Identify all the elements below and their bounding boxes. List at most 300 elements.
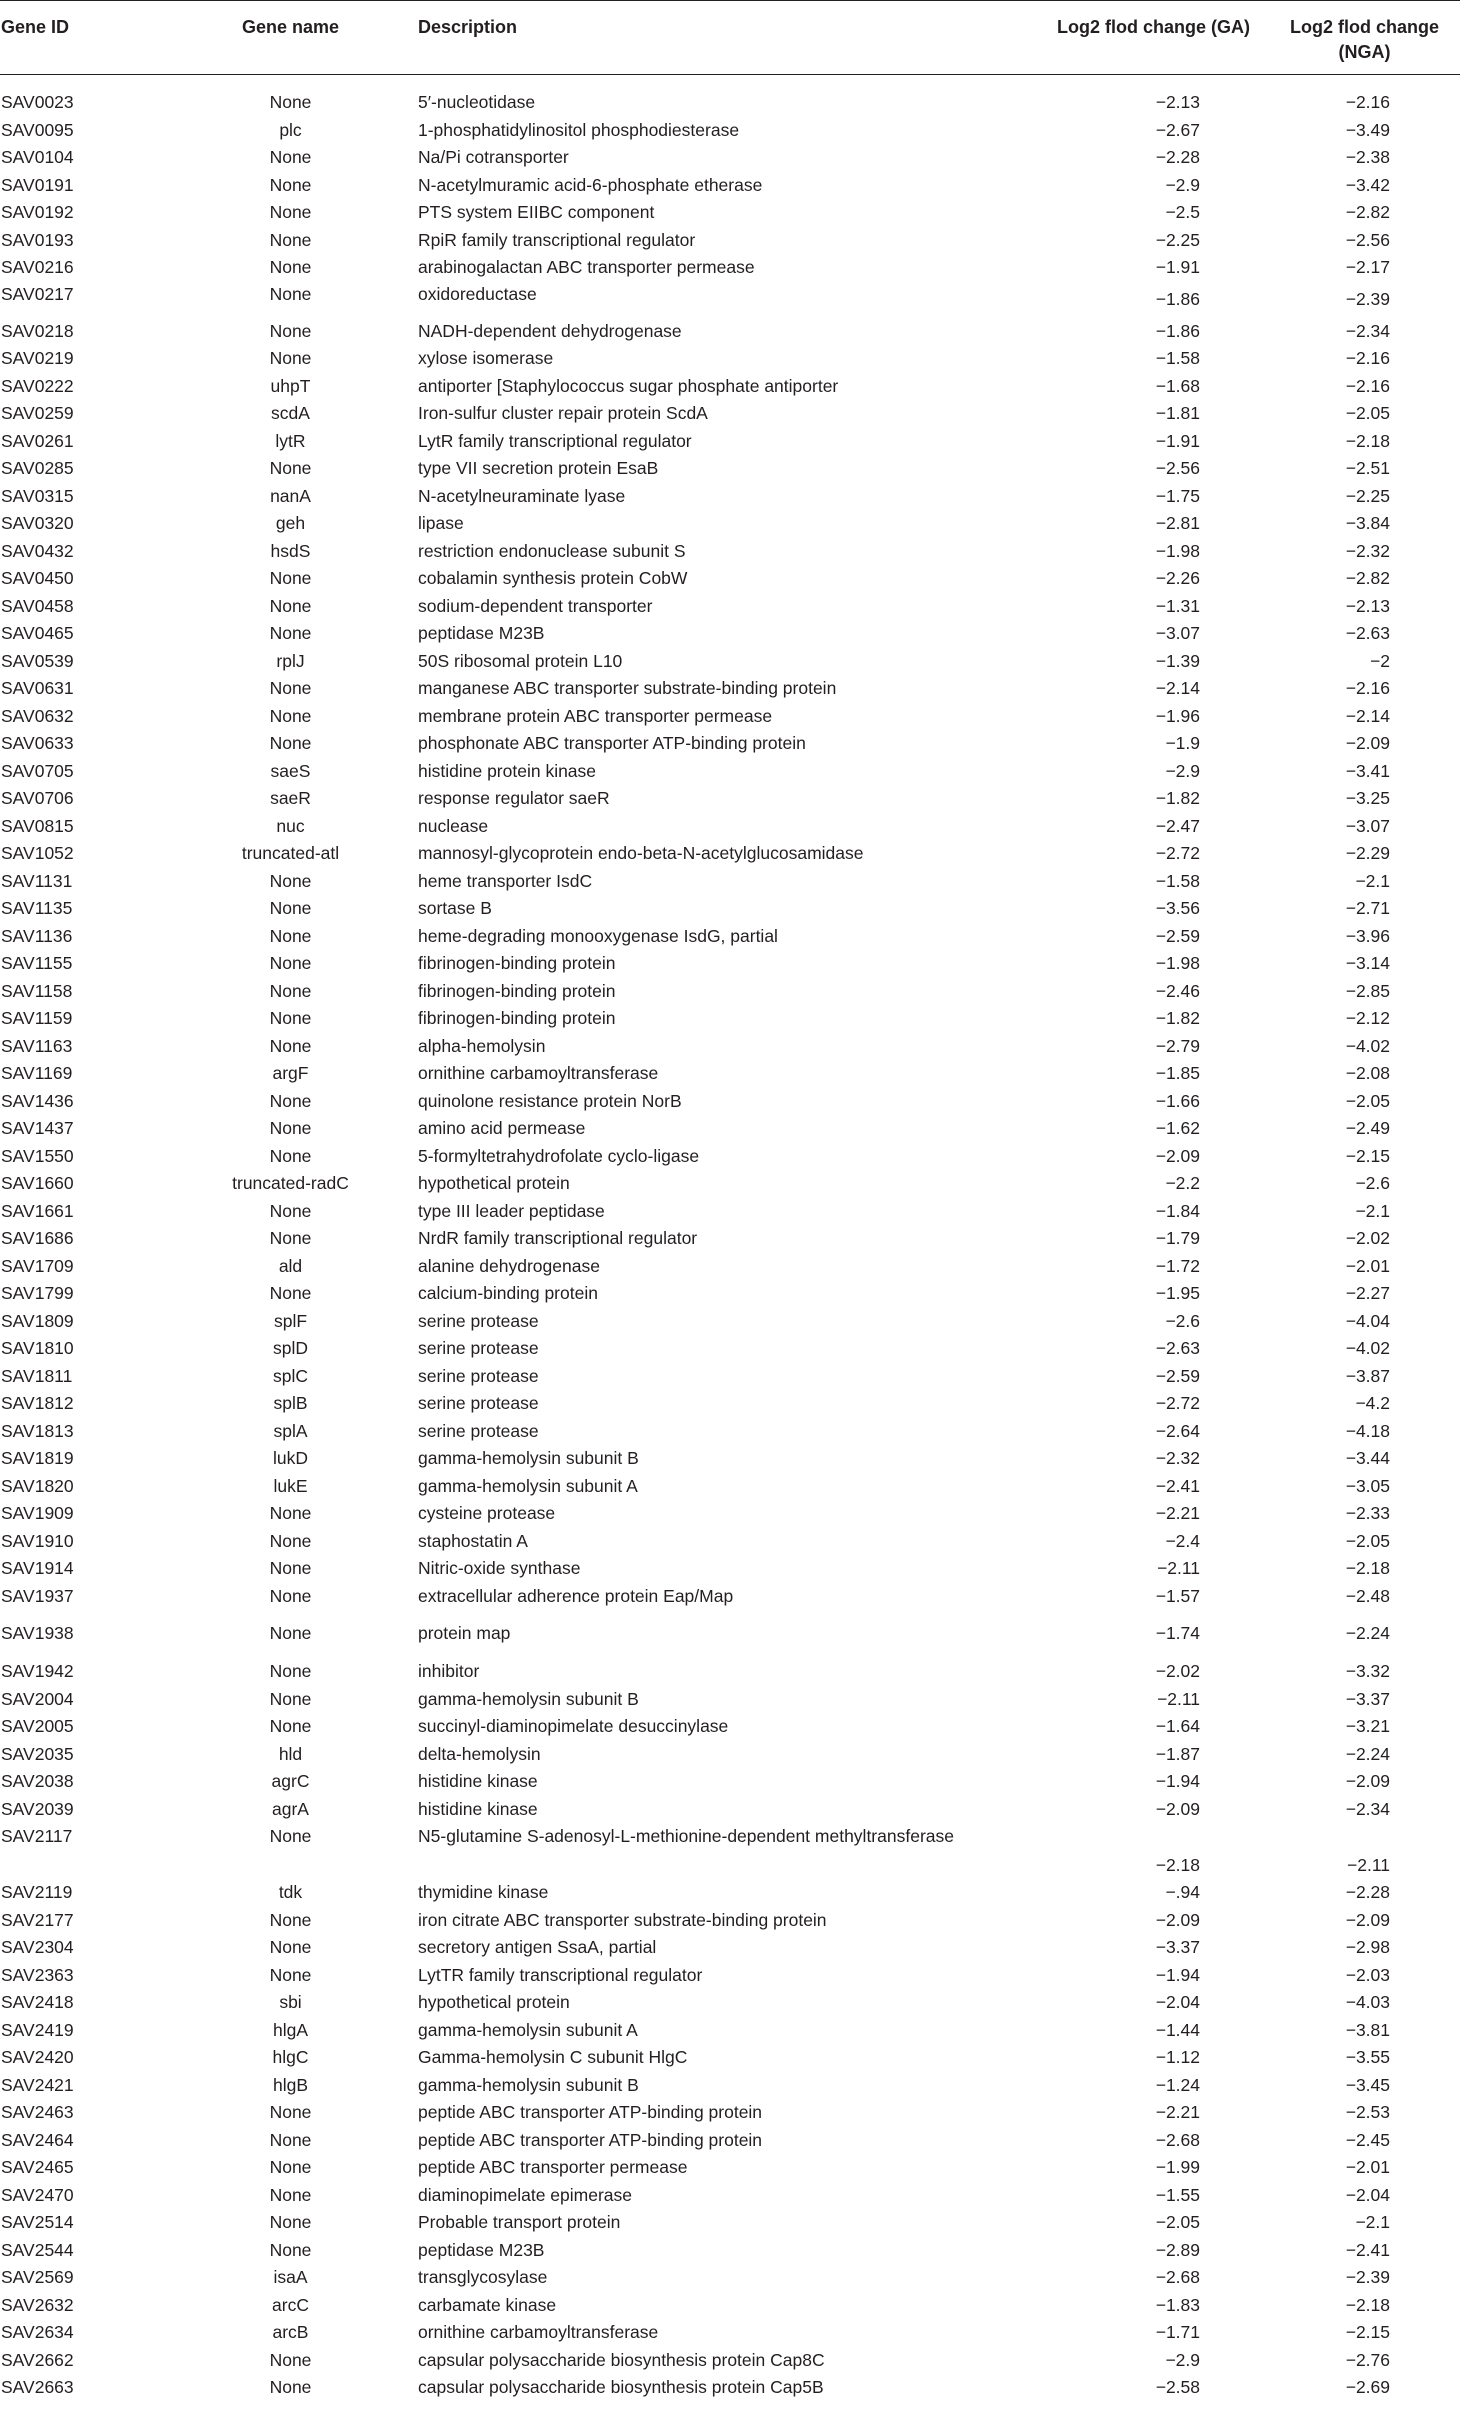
log2-nga-cell: −2.18 bbox=[1345, 430, 1390, 451]
description-cell: serine protease bbox=[418, 1393, 539, 1413]
log2-nga-cell: −2.17 bbox=[1345, 257, 1390, 277]
log2-nga-cell: −2.05 bbox=[1345, 1530, 1390, 1551]
log2-ga-cell: −1.68 bbox=[1155, 375, 1200, 396]
gene-id-cell: SAV1169 bbox=[1, 1063, 73, 1083]
gene-name-cell: agrC bbox=[271, 1771, 310, 1791]
table-row bbox=[0, 2072, 1460, 2100]
log2-nga-cell: −2.01 bbox=[1345, 2157, 1390, 2177]
log2-ga-cell: −2.63 bbox=[1155, 1338, 1200, 1358]
gene-name-cell: ald bbox=[278, 1255, 303, 1276]
gene-name-cell: None bbox=[269, 2184, 312, 2205]
description-cell: fibrinogen-binding protein bbox=[418, 1008, 616, 1028]
log2-ga-cell: −2.25 bbox=[1155, 229, 1200, 250]
gene-name-cell: None bbox=[269, 1035, 312, 1056]
gene-id-cell: SAV1158 bbox=[1, 980, 73, 1001]
description-cell: xylose isomerase bbox=[418, 348, 554, 368]
gene-name-cell: None bbox=[269, 953, 312, 973]
table-row bbox=[0, 510, 1460, 538]
log2-ga-cell: −2.09 bbox=[1155, 1145, 1200, 1166]
log2-ga-cell: −2.14 bbox=[1155, 678, 1200, 698]
gene-id-cell: SAV2662 bbox=[1, 2349, 74, 2370]
gene-name-cell: lukD bbox=[272, 1448, 308, 1468]
gene-name-cell: rplJ bbox=[276, 650, 305, 671]
gene-id-cell: SAV1942 bbox=[1, 1661, 74, 1681]
log2-ga-cell: −1.39 bbox=[1155, 650, 1200, 671]
table-row bbox=[0, 2264, 1460, 2292]
description-cell: alpha-hemolysin bbox=[418, 1035, 546, 1056]
gene-id-cell: SAV1159 bbox=[1, 1008, 73, 1028]
gene-id-cell: SAV1131 bbox=[1, 870, 73, 891]
table-row bbox=[0, 2347, 1460, 2375]
gene-name-cell: arcB bbox=[272, 2322, 309, 2342]
log2-nga-cell: −2.29 bbox=[1345, 843, 1390, 863]
gene-id-cell: SAV1686 bbox=[1, 1228, 74, 1248]
log2-nga-cell: −4.04 bbox=[1345, 1310, 1390, 1331]
description-cell: oxidoreductase bbox=[418, 283, 537, 304]
table-row bbox=[0, 1170, 1460, 1198]
table-row bbox=[0, 1610, 1460, 1658]
gene-id-cell: SAV2544 bbox=[1, 2239, 74, 2260]
log2-ga-cell: −2.09 bbox=[1155, 1909, 1200, 1930]
log2-nga-cell: −3.96 bbox=[1345, 925, 1390, 946]
table-row bbox=[0, 565, 1460, 593]
table-row bbox=[0, 758, 1460, 786]
log2-nga-cell: −2.34 bbox=[1345, 320, 1390, 341]
log2-nga-cell: −2.49 bbox=[1345, 1118, 1390, 1138]
description-cell: phosphonate ABC transporter ATP-binding protein bbox=[418, 733, 806, 753]
log2-ga-cell: −2.64 bbox=[1155, 1420, 1200, 1441]
description-cell: histidine kinase bbox=[418, 1798, 538, 1819]
table-row bbox=[0, 1253, 1460, 1281]
log2-nga-cell: −3.14 bbox=[1345, 953, 1390, 973]
log2-nga-cell: −2.82 bbox=[1345, 568, 1390, 588]
description-cell: thymidine kinase bbox=[418, 1882, 549, 1902]
log2-nga-cell: −2.1 bbox=[1355, 2212, 1390, 2232]
description-cell: response regulator saeR bbox=[418, 788, 610, 808]
table-row bbox=[0, 483, 1460, 511]
log2-nga-cell: −2.08 bbox=[1345, 1063, 1390, 1083]
gene-name-cell: hlgB bbox=[272, 2074, 309, 2095]
description-cell: Na/Pi cotransporter bbox=[418, 147, 569, 167]
gene-id-cell: SAV0222 bbox=[1, 375, 74, 396]
log2-ga-cell: −.94 bbox=[1165, 1882, 1200, 1902]
gene-id-cell: SAV1436 bbox=[1, 1090, 74, 1111]
table-row bbox=[0, 923, 1460, 951]
description-cell: gamma-hemolysin subunit B bbox=[418, 2074, 639, 2095]
gene-name-cell: argF bbox=[272, 1063, 309, 1083]
gene-name-cell: hlgA bbox=[272, 2019, 309, 2040]
table-row bbox=[0, 1143, 1460, 1171]
gene-id-cell: SAV1812 bbox=[1, 1393, 74, 1413]
description-cell: gamma-hemolysin subunit B bbox=[418, 1688, 639, 1709]
log2-ga-cell: −2.05 bbox=[1155, 2212, 1200, 2232]
table-row bbox=[0, 1768, 1460, 1796]
gene-name-cell: splA bbox=[273, 1420, 308, 1441]
gene-name-cell: None bbox=[269, 2157, 312, 2177]
table-row bbox=[0, 1473, 1460, 1501]
log2-nga-cell: −2.16 bbox=[1345, 348, 1390, 368]
gene-id-cell: SAV1819 bbox=[1, 1448, 74, 1468]
log2-nga-cell: −2.14 bbox=[1345, 705, 1390, 726]
log2-ga-cell: −1.24 bbox=[1155, 2074, 1200, 2095]
log2-nga-cell: −2.16 bbox=[1345, 375, 1390, 396]
gene-name-cell: None bbox=[269, 678, 312, 698]
log2-nga-cell: −2.25 bbox=[1345, 485, 1390, 506]
description-cell: NrdR family transcriptional regulator bbox=[418, 1228, 698, 1248]
table-row bbox=[0, 1989, 1460, 2017]
log2-nga-cell: −3.87 bbox=[1345, 1365, 1390, 1386]
log2-nga-cell: −4.18 bbox=[1345, 1420, 1390, 1441]
gene-id-cell: SAV1914 bbox=[1, 1558, 74, 1578]
table-row bbox=[0, 1879, 1460, 1907]
log2-ga-cell: −2.59 bbox=[1155, 925, 1200, 946]
gene-name-cell: None bbox=[269, 1200, 312, 1221]
log2-nga-cell: −2.85 bbox=[1345, 980, 1390, 1001]
gene-id-cell: SAV1811 bbox=[1, 1365, 73, 1386]
log2-ga-cell: −1.66 bbox=[1155, 1090, 1200, 1111]
table-row bbox=[0, 1823, 1460, 1879]
log2-nga-cell: −2.51 bbox=[1345, 458, 1390, 478]
gene-name-cell: None bbox=[269, 870, 312, 891]
log2-nga-cell: −2.38 bbox=[1345, 147, 1390, 167]
log2-nga-cell: −4.02 bbox=[1345, 1035, 1390, 1056]
log2-ga-cell: −2.59 bbox=[1155, 1365, 1200, 1386]
log2-ga-cell: −3.56 bbox=[1155, 898, 1200, 918]
gene-name-cell: None bbox=[269, 705, 312, 726]
log2-ga-cell: −1.72 bbox=[1155, 1255, 1200, 1276]
log2-nga-cell: −2.18 bbox=[1345, 1558, 1390, 1578]
table-row bbox=[0, 373, 1460, 401]
log2-ga-cell: −1.83 bbox=[1155, 2294, 1200, 2315]
gene-id-cell: SAV1909 bbox=[1, 1503, 74, 1523]
gene-id-cell: SAV2420 bbox=[1, 2047, 74, 2067]
description-cell: mannosyl-glycoprotein endo-beta-N-acetylglucosamidase bbox=[418, 843, 864, 863]
table-row bbox=[0, 1390, 1460, 1418]
log2-ga-cell: −1.71 bbox=[1155, 2322, 1200, 2342]
gene-name-cell: None bbox=[269, 283, 312, 304]
log2-ga-cell: −1.85 bbox=[1155, 1063, 1200, 1083]
gene-id-cell: SAV1163 bbox=[1, 1035, 73, 1056]
log2-ga-cell: −1.91 bbox=[1155, 257, 1200, 277]
gene-name-cell: None bbox=[269, 458, 312, 478]
description-cell: gamma-hemolysin subunit A bbox=[418, 2019, 638, 2040]
description-cell: carbamate kinase bbox=[418, 2294, 557, 2315]
gene-name-cell: None bbox=[269, 174, 312, 195]
log2-ga-cell: −1.82 bbox=[1155, 1008, 1200, 1028]
description-cell: serine protease bbox=[418, 1365, 539, 1386]
description-cell: 50S ribosomal protein L10 bbox=[418, 650, 623, 671]
description-cell: membrane protein ABC transporter permease bbox=[418, 705, 773, 726]
log2-ga-cell: −1.84 bbox=[1155, 1200, 1200, 1221]
gene-id-cell: SAV0432 bbox=[1, 540, 74, 561]
log2-nga-cell: −3.44 bbox=[1345, 1448, 1390, 1468]
gene-name-cell: None bbox=[269, 320, 312, 341]
log2-ga-cell: −2.11 bbox=[1157, 1558, 1200, 1578]
log2-ga-cell: −1.94 bbox=[1155, 1964, 1200, 1985]
log2-ga-cell: −2.68 bbox=[1155, 2129, 1200, 2150]
log2-ga-cell: −2.72 bbox=[1155, 843, 1200, 863]
gene-id-cell: SAV0633 bbox=[1, 733, 74, 753]
table-row bbox=[0, 1005, 1460, 1033]
description-cell: arabinogalactan ABC transporter permease bbox=[418, 257, 755, 277]
log2-ga-cell: −2.6 bbox=[1165, 1310, 1200, 1331]
table-row bbox=[0, 2044, 1460, 2072]
table-row bbox=[0, 1445, 1460, 1473]
gene-name-cell: None bbox=[269, 1530, 312, 1551]
gene-id-cell: SAV2418 bbox=[1, 1992, 74, 2012]
description-cell: hypothetical protein bbox=[418, 1173, 570, 1193]
log2-nga-cell: −2.18 bbox=[1345, 2294, 1390, 2315]
gene-name-cell: truncated-atl bbox=[241, 843, 340, 863]
log2-ga-cell: −2.18 bbox=[1155, 1855, 1200, 1875]
gene-name-cell: None bbox=[269, 925, 312, 946]
log2-nga-cell: −2.12 bbox=[1345, 1008, 1390, 1028]
table-row bbox=[0, 455, 1460, 483]
log2-nga-cell: −2.24 bbox=[1345, 1743, 1390, 1764]
gene-id-cell: SAV1052 bbox=[1, 843, 74, 863]
gene-id-cell: SAV0705 bbox=[1, 760, 74, 781]
log2-ga-cell: −1.96 bbox=[1155, 705, 1200, 726]
description-cell: Iron-sulfur cluster repair protein ScdA bbox=[418, 403, 708, 423]
gene-name-cell: None bbox=[269, 1283, 312, 1303]
table-row bbox=[0, 1225, 1460, 1253]
log2-ga-cell: −2.68 bbox=[1155, 2267, 1200, 2287]
description-cell: N-acetylneuraminate lyase bbox=[418, 485, 626, 506]
table-row bbox=[0, 199, 1460, 227]
log2-ga-cell: −1.98 bbox=[1155, 953, 1200, 973]
description-cell: serine protease bbox=[418, 1338, 539, 1358]
description-cell: Probable transport protein bbox=[418, 2212, 621, 2232]
description-cell: peptidase M23B bbox=[418, 623, 545, 643]
table-row bbox=[0, 400, 1460, 428]
gene-id-cell: SAV0706 bbox=[1, 788, 74, 808]
description-cell: diaminopimelate epimerase bbox=[418, 2184, 632, 2205]
description-cell: manganese ABC transporter substrate-binding protein bbox=[418, 678, 837, 698]
description-cell: staphostatin A bbox=[418, 1530, 528, 1551]
gene-name-cell: None bbox=[269, 202, 312, 222]
table-row bbox=[0, 345, 1460, 373]
gene-id-cell: SAV0450 bbox=[1, 568, 74, 588]
log2-nga-cell: −2.02 bbox=[1345, 1228, 1390, 1248]
description-cell: nuclease bbox=[418, 815, 489, 836]
gene-name-cell: agrA bbox=[272, 1798, 309, 1819]
gene-name-cell: hsdS bbox=[270, 540, 311, 561]
gene-name-cell: None bbox=[269, 980, 312, 1001]
header-gene-name: Gene name bbox=[175, 1, 415, 75]
description-cell: PTS system EIIBC component bbox=[418, 202, 655, 222]
gene-name-cell: None bbox=[269, 1623, 312, 1644]
gene-id-cell: SAV2363 bbox=[1, 1964, 74, 1985]
log2-ga-cell: −2.2 bbox=[1165, 1173, 1200, 1193]
gene-id-cell: SAV2421 bbox=[1, 2074, 74, 2095]
log2-nga-cell: −2.34 bbox=[1345, 1798, 1390, 1819]
gene-id-cell: SAV2005 bbox=[1, 1716, 74, 1736]
gene-name-cell: None bbox=[269, 1661, 312, 1681]
gene-id-cell: SAV2663 bbox=[1, 2377, 74, 2397]
gene-id-cell: SAV2035 bbox=[1, 1743, 74, 1764]
description-cell: peptide ABC transporter ATP-binding protein bbox=[418, 2102, 763, 2122]
log2-ga-cell: −1.87 bbox=[1155, 1743, 1200, 1764]
description-cell: secretory antigen SsaA, partial bbox=[418, 1937, 657, 1957]
log2-ga-cell: −2.04 bbox=[1155, 1992, 1200, 2012]
table-row bbox=[0, 172, 1460, 200]
log2-nga-cell: −2.27 bbox=[1345, 1283, 1390, 1303]
log2-nga-cell: −2.28 bbox=[1345, 1882, 1390, 1902]
gene-name-cell: None bbox=[269, 1008, 312, 1028]
log2-nga-cell: −2.33 bbox=[1345, 1503, 1390, 1523]
gene-id-cell: SAV0218 bbox=[1, 320, 74, 341]
gene-name-cell: splD bbox=[272, 1338, 308, 1358]
table-row bbox=[0, 1280, 1460, 1308]
log2-nga-cell: −2.11 bbox=[1347, 1855, 1390, 1875]
gene-id-cell: SAV0217 bbox=[1, 283, 74, 304]
description-cell: fibrinogen-binding protein bbox=[418, 953, 616, 973]
gene-id-cell: SAV2514 bbox=[1, 2212, 74, 2232]
description-cell: peptidase M23B bbox=[418, 2239, 545, 2260]
table-row bbox=[0, 703, 1460, 731]
description-cell: inhibitor bbox=[418, 1661, 480, 1681]
log2-nga-cell: −3.84 bbox=[1345, 513, 1390, 533]
log2-ga-cell: −2.02 bbox=[1155, 1661, 1200, 1681]
description-cell: histidine protein kinase bbox=[418, 760, 597, 781]
gene-id-cell: SAV2463 bbox=[1, 2102, 74, 2122]
gene-name-cell: nanA bbox=[270, 485, 311, 506]
gene-name-cell: hld bbox=[278, 1743, 303, 1764]
description-cell: LytR family transcriptional regulator bbox=[418, 430, 692, 451]
description-cell: hypothetical protein bbox=[418, 1992, 570, 2012]
gene-name-cell: None bbox=[269, 1688, 312, 1709]
table-row bbox=[0, 318, 1460, 346]
log2-ga-cell: −2.5 bbox=[1165, 202, 1200, 222]
gene-name-cell: lytR bbox=[275, 430, 306, 451]
gene-name-cell: splC bbox=[272, 1365, 308, 1386]
table-row bbox=[0, 1528, 1460, 1556]
description-cell: lipase bbox=[418, 513, 464, 533]
log2-ga-cell: −3.37 bbox=[1155, 1937, 1200, 1957]
log2-ga-cell: −2.79 bbox=[1155, 1035, 1200, 1056]
log2-ga-cell: −1.58 bbox=[1155, 870, 1200, 891]
description-cell: RpiR family transcriptional regulator bbox=[418, 229, 696, 250]
gene-id-cell: SAV0632 bbox=[1, 705, 74, 726]
log2-nga-cell: −2.16 bbox=[1345, 678, 1390, 698]
description-cell: antiporter [Staphylococcus sugar phosphate antiporter bbox=[418, 375, 839, 396]
log2-nga-cell: −2.56 bbox=[1345, 229, 1390, 250]
description-cell: sortase B bbox=[418, 898, 492, 918]
log2-nga-cell: −2.32 bbox=[1345, 540, 1390, 561]
table-row bbox=[0, 620, 1460, 648]
table-row bbox=[0, 1796, 1460, 1824]
log2-ga-cell: −1.81 bbox=[1155, 403, 1200, 423]
gene-id-cell: SAV0191 bbox=[1, 174, 74, 195]
log2-nga-cell: −2.39 bbox=[1345, 2267, 1390, 2287]
table-row bbox=[0, 1907, 1460, 1935]
log2-nga-cell: −2.45 bbox=[1345, 2129, 1390, 2150]
log2-nga-cell: −2.41 bbox=[1345, 2239, 1390, 2260]
log2-ga-cell: −1.12 bbox=[1155, 2047, 1200, 2067]
description-cell: ornithine carbamoyltransferase bbox=[418, 1063, 659, 1083]
table-row bbox=[0, 648, 1460, 676]
log2-ga-cell: −2.89 bbox=[1155, 2239, 1200, 2260]
description-cell: capsular polysaccharide biosynthesis protein Cap5B bbox=[418, 2377, 824, 2397]
gene-name-cell: None bbox=[269, 147, 312, 167]
gene-id-cell: SAV0465 bbox=[1, 623, 74, 643]
gene-name-cell: None bbox=[269, 257, 312, 277]
gene-id-cell: SAV0192 bbox=[1, 202, 74, 222]
header-gene-id: Gene ID bbox=[0, 1, 175, 75]
log2-nga-cell: −2.03 bbox=[1345, 1964, 1390, 1985]
gene-id-cell: SAV1810 bbox=[1, 1338, 74, 1358]
table-row bbox=[0, 1686, 1460, 1714]
gene-name-cell: saeS bbox=[270, 760, 311, 781]
log2-ga-cell: −1.9 bbox=[1165, 733, 1200, 753]
gene-id-cell: SAV0023 bbox=[1, 92, 74, 112]
gene-name-cell: None bbox=[269, 623, 312, 643]
log2-ga-cell: −1.74 bbox=[1155, 1623, 1200, 1644]
description-cell: alanine dehydrogenase bbox=[418, 1255, 600, 1276]
gene-id-cell: SAV0095 bbox=[1, 119, 74, 140]
log2-ga-cell: −2.32 bbox=[1155, 1448, 1200, 1468]
gene-id-cell: SAV2634 bbox=[1, 2322, 74, 2342]
gene-id-cell: SAV2004 bbox=[1, 1688, 74, 1709]
log2-ga-cell: −2.09 bbox=[1155, 1798, 1200, 1819]
table-row bbox=[0, 1060, 1460, 1088]
description-cell: quinolone resistance protein NorB bbox=[418, 1090, 682, 1111]
gene-name-cell: saeR bbox=[270, 788, 311, 808]
description-cell: capsular polysaccharide biosynthesis protein Cap8C bbox=[418, 2349, 825, 2370]
table-row bbox=[0, 950, 1460, 978]
gene-name-cell: uhpT bbox=[270, 375, 311, 396]
log2-ga-cell: −1.94 bbox=[1155, 1771, 1200, 1791]
table-row bbox=[0, 978, 1460, 1006]
table-row bbox=[0, 1418, 1460, 1446]
gene-id-cell: SAV1135 bbox=[1, 898, 73, 918]
gene-id-cell: SAV0539 bbox=[1, 650, 74, 671]
gene-id-cell: SAV0193 bbox=[1, 229, 74, 250]
log2-nga-cell: −2.39 bbox=[1345, 288, 1390, 309]
table-row bbox=[0, 2319, 1460, 2347]
log2-ga-cell: −2.67 bbox=[1155, 119, 1200, 140]
gene-name-cell: isaA bbox=[273, 2267, 308, 2287]
log2-ga-cell: −2.56 bbox=[1155, 458, 1200, 478]
log2-nga-cell: −4.03 bbox=[1345, 1992, 1390, 2012]
log2-ga-cell: −2.58 bbox=[1155, 2377, 1200, 2397]
log2-ga-cell: −3.07 bbox=[1155, 623, 1200, 643]
gene-name-cell: None bbox=[269, 1937, 312, 1957]
table-body bbox=[0, 75, 1460, 2402]
gene-name-cell: None bbox=[269, 92, 312, 112]
gene-id-cell: SAV1660 bbox=[1, 1173, 74, 1193]
description-cell: serine protease bbox=[418, 1420, 539, 1441]
description-cell: 1-phosphatidylinositol phosphodiesterase bbox=[418, 119, 740, 140]
log2-ga-cell: −2.28 bbox=[1155, 147, 1200, 167]
table-row bbox=[0, 254, 1460, 282]
gene-id-cell: SAV0320 bbox=[1, 513, 74, 533]
gene-name-cell: None bbox=[269, 1145, 312, 1166]
gene-name-cell: lukE bbox=[273, 1475, 308, 1496]
description-cell: transglycosylase bbox=[418, 2267, 548, 2287]
log2-nga-cell: −2.1 bbox=[1355, 1200, 1390, 1221]
header-log2-nga: Log2 flod change (NGA) bbox=[1270, 1, 1460, 75]
gene-id-cell: SAV0458 bbox=[1, 595, 74, 616]
gene-id-cell: SAV2632 bbox=[1, 2294, 74, 2315]
gene-name-cell: None bbox=[269, 2212, 312, 2232]
gene-id-cell: SAV1910 bbox=[1, 1530, 74, 1551]
log2-ga-cell: −1.57 bbox=[1155, 1585, 1200, 1606]
description-cell: NADH-dependent dehydrogenase bbox=[418, 320, 682, 341]
gene-id-cell: SAV1820 bbox=[1, 1475, 74, 1496]
table-row bbox=[0, 675, 1460, 703]
log2-ga-cell: −2.13 bbox=[1155, 92, 1200, 112]
